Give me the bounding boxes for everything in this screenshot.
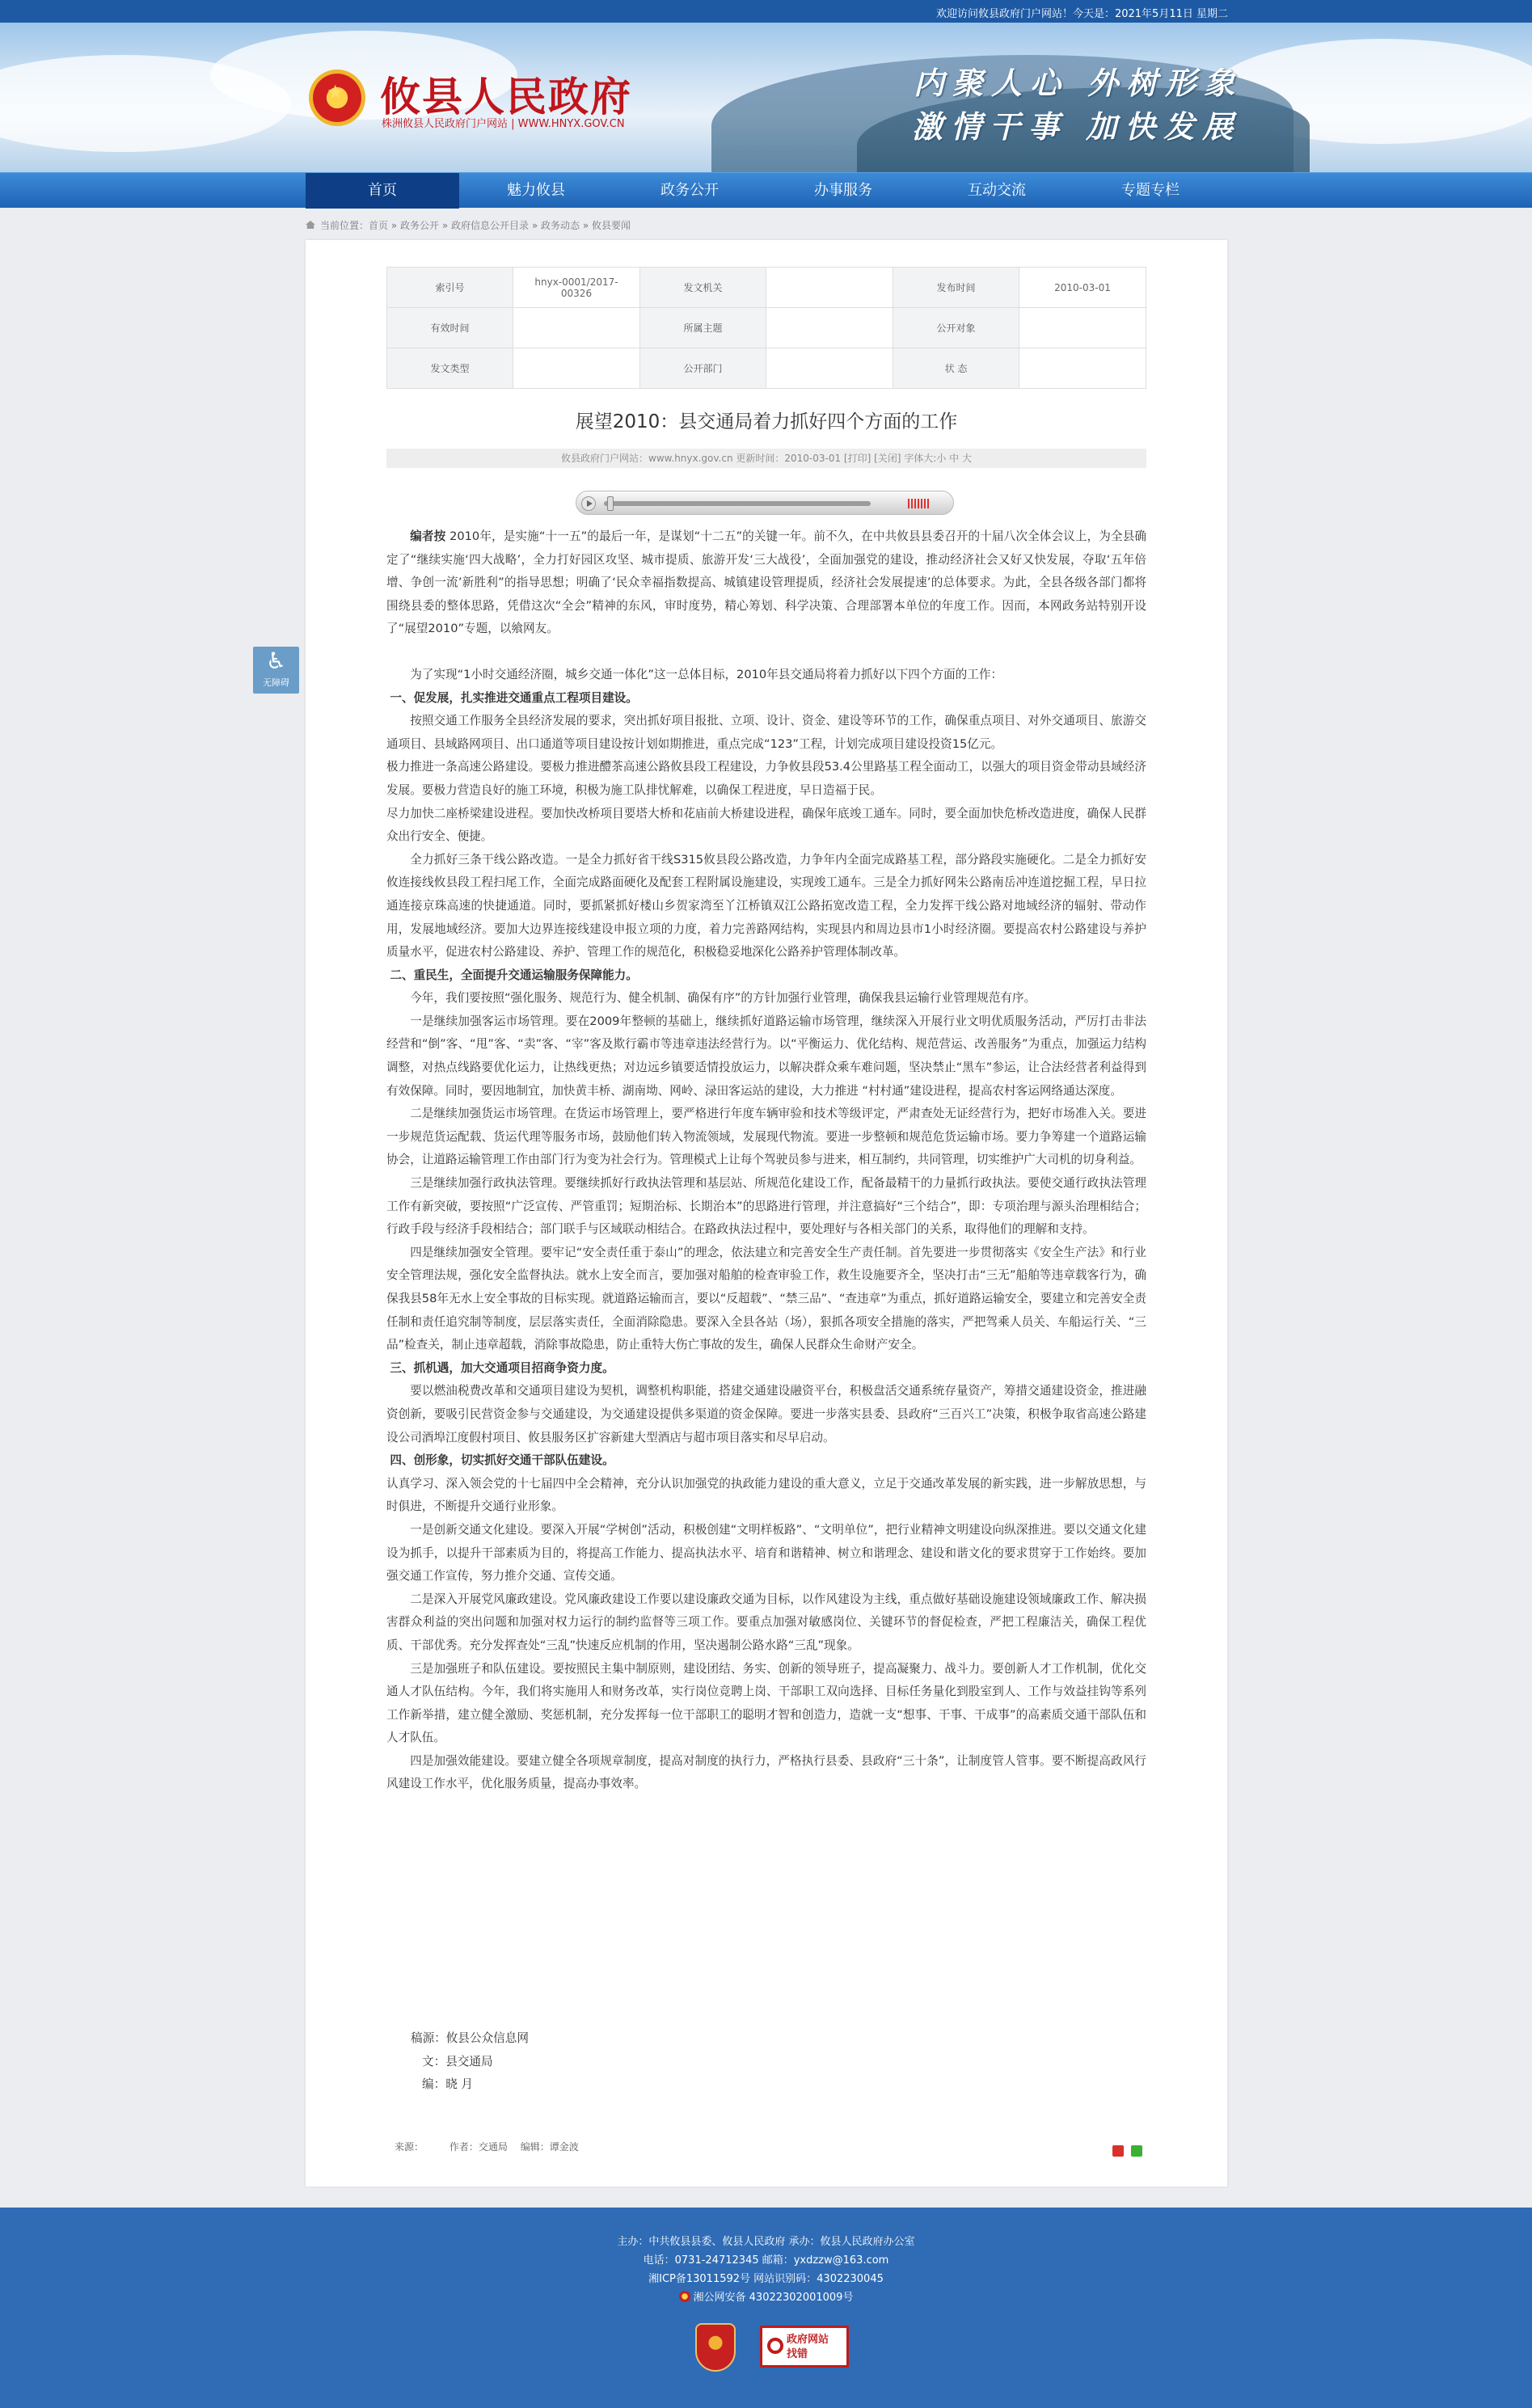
article-title: 展望2010：县交通局着力抓好四个方面的工作 (575, 411, 958, 432)
author-label: 作者：交通局 (449, 2141, 508, 2153)
article-paragraph (386, 1588, 1146, 1658)
slogan-line2: 激情干事 加快发展 (912, 108, 1242, 145)
article-paragraph (386, 1172, 1146, 1242)
paragraph-text: 二是继续加强货运市场管理。在货运市场管理上，要严格进行年度车辆审验和技术等级评定，严肃查处无证经营行为，把好市场准入关。要进一步规范货运配载、货运代理等服务市场，鼓励他们转入物流领域，发展现代物流。要进一步整顿和规范危货运输市场。要力争筹建一个道路运输协会，让道路运输管理工作由部门行为变为社会行为。管理模式上让每个驾驶员参与进来，相互制约，共同管理，切实维护广大司机的切身利益。 (386, 1107, 1146, 1167)
table-row (387, 268, 1146, 308)
paragraph-text: 按照交通工作服务全县经济发展的要求，突出抓好项目报批、立项、设计、资金、建设等环节的工作，确保重点项目、对外交通项目、旅游交通项目、县域路网项目、出口通道等项目建设按计划如期推进，重点完成“123”工程，计划完成项目建设投资15亿元。 (386, 714, 1146, 751)
audio-player (576, 491, 954, 515)
wechat-share-icon[interactable] (1131, 2145, 1142, 2157)
editor-note-label: 编者按 (410, 529, 446, 543)
party-gov-badge-icon[interactable] (695, 2323, 736, 2372)
breadcrumb-item[interactable]: 首页 (369, 220, 389, 231)
paragraph-text: 今年，我们要按照“强化服务、规范行为、健全机制、确保有序”的方针加强行业管理，确保我县运输行业管理规范有序。 (410, 991, 1036, 1006)
breadcrumb-item[interactable]: 政府信息公开目录 (451, 220, 530, 231)
table-key: 所属主题 (640, 308, 766, 348)
top-bar (0, 0, 1532, 23)
table-key: 状 态 (893, 348, 1019, 389)
paragraph-text: 一、促发展，扎实推进交通重点工程项目建设。 (390, 690, 638, 705)
article-paragraph (386, 1242, 1146, 1357)
nav-item-gov-affairs[interactable]: 政务公开 (660, 182, 719, 199)
table-value: 2010-03-01 (1019, 268, 1146, 308)
paragraph-text: 二、重民生，全面提升交通运输服务保障能力。 (390, 968, 638, 982)
accessibility-label: 无障碍 (263, 677, 289, 688)
paragraph-text: 一是继续加强客运市场管理。要在2009年整顿的基础上，继续抓好道路运输市场管理，继续深入开展行业文明优质服务活动，严厉打击非法经营和“倒”客、“甩”客、“卖”客、“宰”客及欺行霸市等违章违法经营行为。以“平衡运力、优化结构、规范营运、改善服务”为重点，加强运力结构调整，对热点线路要优化运力，让热线更热；对边远乡镇要适情投放运力，以解决群众乘车难问题，坚决禁止“黑车”参运，让合法经营者利益得到有效保障。同时，要因地制宜，加快黄丰桥、湖南坳、网岭、渌田客运站的建设，大力推进 “村村通”建设进程，提高农村客运网络通达深度。 (386, 1014, 1146, 1098)
paragraph-text: 要以燃油税费改革和交通项目建设为契机，调整机构职能，搭建交通建设融资平台，积极盘活交通系统存量资产，筹措交通建设资金，推进融资创新，要吸引民营资金参与交通建设，为交通建设提供多渠道的资金保障。要进一步落实县委、县政府“三百兴工”决策，积极争取省高速公路建设公司酒埠江度假村项目、攸县服务区扩容新建大型酒店与超市项目落实和尽早启动。 (386, 1384, 1146, 1444)
paragraph-spacer (386, 641, 1146, 664)
main-nav (0, 172, 1532, 208)
table-key: 发布时间 (893, 268, 1019, 308)
nav-item-topics[interactable]: 专题专栏 (1121, 182, 1180, 199)
breadcrumb-separator: » (439, 220, 452, 231)
volume-icon[interactable] (908, 499, 931, 508)
home-icon (306, 221, 315, 229)
progress-track[interactable] (604, 501, 871, 506)
footer (0, 2208, 1532, 2408)
table-row (387, 348, 1146, 389)
nav-item-home[interactable]: 首页 (306, 173, 459, 209)
wheelchair-icon: ♿ (265, 647, 287, 674)
weibo-share-icon[interactable] (1112, 2145, 1124, 2157)
table-value (766, 348, 893, 389)
paragraph-text: 三是继续加强行政执法管理。要继续抓好行政执法管理和基层站、所规范化建设工作，配备最精干的力量抓行政执法。要使交通行政执法管理工作有新突破，要按照“广泛宣传、严管重罚；短期治标、长期治本”的思路进行管理，并注意搞好“三个结合”，即：专项治理与源头治理相结合；行政手段与经济手段相结合；部门联手与区域联动相结合。在路政执法过程中，要处理好与各相关部门的关系，取得他们的理解和支持。 (386, 1176, 1146, 1237)
footer-police-record[interactable] (0, 2288, 1532, 2304)
site-title[interactable]: 攸县人民政府 (380, 73, 632, 120)
article-paragraph (386, 710, 1146, 756)
site-subtitle: 株洲攸县人民政府门户网站 | WWW.HNYX.GOV.CN (382, 118, 625, 130)
paragraph-text: 四、创形象，切实抓好交通干部队伍建设。 (390, 1453, 614, 1468)
accessibility-button[interactable] (253, 647, 299, 694)
paragraph-text: 2010年，是实施“十一五”的最后一年，是谋划“十二五”的关键一年。前不久，在中共攸县县委召开的十届八次全体会议上，为全县确定了“继续实施‘四大战略’，全力打好园区攻坚、城市提质、旅游开发‘三大战役’，全面加强党的建设，推动经济社会又好又快发展，夺取‘五年倍增、争创一流’新胜利”的指导思想；明确了‘民众幸福指数提高、城镇建设管理提质，经济社会发展提速’的总体要求。为此，全县各级各部门都将围绕县委的整体思路，凭借这次“全会”精神的东风，审时度势，精心筹划、科学决策、合理部署本单位的年度工作。因而，本网政务站特别开设了“展望2010”专题，以飨网友。 (386, 529, 1146, 636)
article-paragraph (386, 1519, 1146, 1588)
table-value: hnyx-0001/2017-00326 (513, 268, 640, 308)
paragraph-text: 全力抓好三条干线公路改造。一是全力抓好省干线S315攸县段公路改造，力争年内全面完成路基工程，部分路段实施硬化。二是全力抓好安攸连接线攸县段工程扫尾工作，全面完成路面硬化及配套工程附属设施建设，实现竣工通车。三是全力抓好网朱公路南岳冲连道挖掘工程，早日拉通连接京珠高速的快捷通道。同时，要抓紧抓好楼山乡贺家湾至丫江桥镇双江公路拓宽改造工程，全力发挥干线公路对地域经济的辐射、带动作用，发展地域经济。要加大边界连接线建设申报立项的力度，着力完善路网结构，实现县内和周边县市1小时经济圈。要提高农村公路建设与养护质量水平，促进农村公路建设、养护、管理工作的规范化，积极稳妥地深化公路养护管理体制改革。 (386, 852, 1146, 959)
credit-line: 稿源：攸县公众信息网 (411, 2031, 529, 2045)
header-banner (0, 23, 1532, 172)
report-icon (767, 2338, 783, 2354)
paragraph-text: 认真学习、深入领会党的十七届四中全会精神，充分认识加强党的执政能力建设的重大意义，立足于交通改革发展的新实践，进一步解放思想，与时俱进，不断提升交通行业形象。 (386, 1476, 1146, 1514)
credit-line: 文：县交通局 (422, 2054, 493, 2069)
breadcrumb (306, 218, 631, 232)
section-heading (386, 687, 1146, 711)
paragraph-text: 二是深入开展党风廉政建设。党风廉政建设工作要以建设廉政交通为目标，以作风建设为主线，重点做好基础设施建设领域廉政工作、解决损害群众利益的突出问题和加强对权力运行的制约监督等三项工作。要重点加强对敏感岗位、关键环节的督促检查，严把工程廉洁关，确保工程优质、干部优秀。充分发挥查处“三乱”快速反应机制的作用，坚决遏制公路水路“三乱”现象。 (386, 1592, 1146, 1652)
national-emblem-icon[interactable]: ★ (309, 70, 365, 126)
section-heading (386, 1357, 1146, 1381)
breadcrumb-separator: » (388, 220, 401, 231)
paragraph-text: 四是继续加强安全管理。要牢记“安全责任重于泰山”的理念，依法建立和完善安全生产责任制。首先要进一步贯彻落实《安全生产法》和行业安全管理法规，强化安全监督执法。就水上安全而言，要加强对船舶的检查审验工作，救生设施要齐全，坚决打击“三无”船舶等违章载客行为，确保我县58年无水上安全事故的目标实现。就道路运输而言，要以“反超载”、“禁三品”、“查违章”为重点，抓好道路运输安全，要建立和完善安全责任制和责任追究制等制度，层层落实责任，全面消除隐患。要深入全县各站（场），狠抓各项安全措施的落实，严把驾乘人员关、车船运行关、“三品”检查关，制止违章超载，消除事故隐患，防止重特大伤亡事故的发生，确保人民群众生命财产安全。 (386, 1245, 1146, 1352)
table-key: 发文机关 (640, 268, 766, 308)
article-paragraph (386, 803, 1146, 849)
article-paragraph (386, 1750, 1146, 1796)
article-paragraph (386, 1010, 1146, 1103)
table-value (513, 348, 640, 389)
breadcrumb-separator: » (580, 220, 593, 231)
paragraph-text: 一是创新交通文化建设。要深入开展“学树创”活动，积极创建“文明样板路”、“文明单位”，把行业精神文明建设向纵深推进。要以交通文化建设为抓手，以提升干部素质为目的，将提高工作能力、提高执法水平、培育和谐精神、树立和谐理念、建设和谐文化的要求贯穿于工作始终。要加强交通工作宣传，努力推介交通、宣传交通。 (386, 1522, 1146, 1584)
section-heading (386, 1449, 1146, 1473)
article-paragraph (386, 987, 1146, 1010)
article-paragraph (386, 525, 1146, 641)
article-paragraph (386, 1380, 1146, 1449)
table-key: 有效时间 (387, 308, 513, 348)
table-value (1019, 308, 1146, 348)
breadcrumb-prefix: 当前位置： (320, 220, 369, 231)
paragraph-text: 三是加强班子和队伍建设。要按照民主集中制原则，建设团结、务实、创新的领导班子，提高凝聚力、战斗力。要创新人才工作机制，优化交通人才队伍结构。今年，我们将实施用人和财务改革，实行岗位竞聘上岗、干部职工双向选择、目标任务量化到股室到人、工作与效益挂钩等系列工作新举措，建立健全激励、奖惩机制，充分发挥每一位干部职工的聪明才智和创造力，造就一支“想事、干事、干成事”的高素质交通干部队伍和人才队伍。 (386, 1661, 1146, 1745)
breadcrumb-item[interactable]: 政务公开 (400, 220, 440, 231)
table-value (766, 308, 893, 348)
slogan-line1: 内聚人心 外树形象 (914, 65, 1243, 101)
article-paragraph (386, 1103, 1146, 1172)
section-heading (386, 964, 1146, 988)
report-label: 政府网站 找错 (787, 2334, 829, 2360)
breadcrumb-item[interactable]: 政务动态 (541, 220, 580, 231)
police-badge-icon (679, 2291, 690, 2302)
paragraph-text: 四是加强效能建设。要建立健全各项规章制度，提高对制度的执行力，严格执行县委、县政府“三十条”，让制度管人管事。要不断提高政风行风建设工作水平，优化服务质量，提高办事效率。 (386, 1753, 1146, 1791)
breadcrumb-item[interactable]: 攸县要闻 (592, 220, 631, 231)
table-value (766, 268, 893, 308)
table-key: 公开对象 (893, 308, 1019, 348)
article-credits (411, 2027, 529, 2097)
article-paragraph (386, 1473, 1146, 1519)
play-icon[interactable] (581, 496, 596, 511)
paragraph-text: 极力推进一条高速公路建设。要极力推进醴茶高速公路攸县段工程建设，力争攸县段53.4公里路基工程全面动工，以强大的项目资金带动县域经济发展。要极力营造良好的施工环境，积极为施工队排忧解难，以确保工程进度，早日造福于民。 (386, 760, 1146, 797)
source-label: 来源： (395, 2141, 424, 2153)
paragraph-text: 三、抓机遇，加大交通项目招商争资力度。 (390, 1360, 614, 1375)
welcome-text: 欢迎访问攸县政府门户网站！今天是：2021年5月11日 星期二 (935, 8, 1228, 20)
article-paragraph (386, 1658, 1146, 1750)
police-record-text: 湘公网安备 43022302001009号 (693, 2292, 854, 2304)
nav-item-services[interactable]: 办事服务 (814, 182, 872, 199)
footer-icp[interactable]: 湘ICP备13011592号 网站识别码：4302230045 (648, 2273, 884, 2285)
nav-item-charm[interactable]: 魅力攸县 (507, 182, 565, 199)
article-paragraph (386, 664, 1146, 687)
table-key: 索引号 (387, 268, 513, 308)
credit-line: 编：晓 月 (422, 2077, 474, 2092)
share-bar (1109, 2144, 1142, 2156)
paragraph-text: 尽力加快二座桥梁建设进程。要加快改桥项目要塔大桥和花庙前大桥建设进程，确保年底竣工通车。同时，要全面加快危桥改造进度，确保人民群众出行安全、便捷。 (386, 806, 1146, 844)
progress-handle[interactable] (607, 496, 614, 511)
table-key: 发文类型 (387, 348, 513, 389)
footer-contact: 电话：0731-24712345 邮箱：yxdzzw@163.com (643, 2254, 889, 2267)
table-key: 公开部门 (640, 348, 766, 389)
article-body (386, 525, 1146, 1796)
gov-site-error-report-button[interactable] (760, 2326, 849, 2368)
breadcrumb-separator: » (529, 220, 542, 231)
table-value (1019, 348, 1146, 389)
editor-label: 编辑：谭金波 (520, 2141, 579, 2153)
source-line (395, 2140, 589, 2153)
article-info-bar: 攸县政府门户网站：www.hnyx.gov.cn 更新时间：2010-03-01 [打印] [关闭] 字体大:小 中 大 (386, 449, 1146, 468)
footer-sponsor: 主办：中共攸县县委、攸县人民政府 承办：攸县人民政府办公室 (617, 2236, 915, 2248)
table-row (387, 308, 1146, 348)
article-paragraph (386, 849, 1146, 964)
article-paragraph (386, 756, 1146, 802)
nav-item-interaction[interactable]: 互动交流 (968, 182, 1026, 199)
table-value (513, 308, 640, 348)
paragraph-text: 为了实现“1小时交通经济圈，城乡交通一体化”这一总体目标，2010年县交通局将着力抓好以下四个方面的工作： (410, 667, 1003, 681)
metadata-table (386, 267, 1146, 389)
